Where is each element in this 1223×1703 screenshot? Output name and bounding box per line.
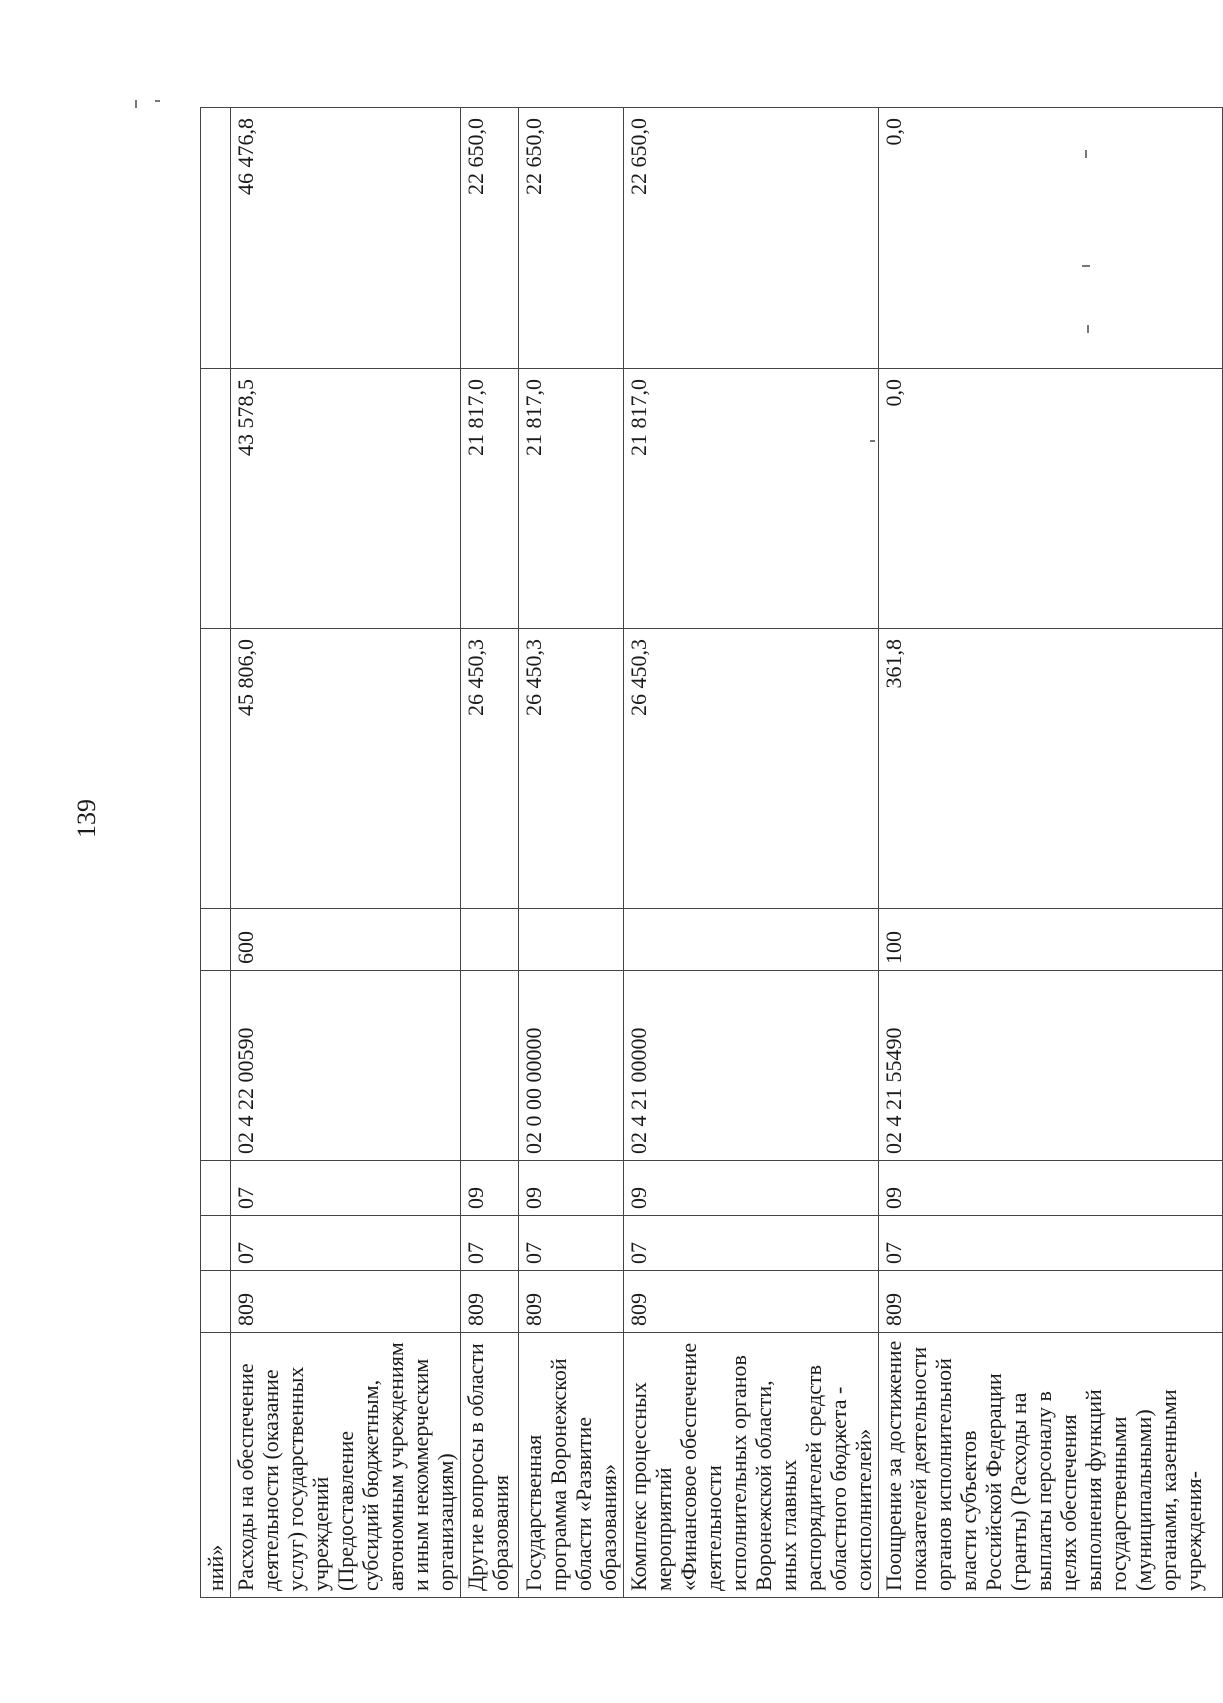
gr-code-cell: 809 <box>879 1271 1223 1333</box>
scan-artifact <box>1085 150 1087 158</box>
amount-cell-2: 21 817,0 <box>624 369 879 629</box>
section-cell: 07 <box>519 1216 624 1271</box>
amount-cell-2: 21 817,0 <box>519 369 624 629</box>
gr-code-cell: 809 <box>624 1271 879 1333</box>
scan-artifact <box>870 440 875 442</box>
expense-type-cell <box>461 909 519 971</box>
amount-cell-3 <box>201 108 231 369</box>
amount-cell-3: 22 650,0 <box>461 108 519 369</box>
amount-cell-1: 45 806,0 <box>231 629 461 909</box>
item-name-cell: Поощрение за достижение показателей деятельности органов исполнительной власти субъектов Российской Федерации (гранты) (Расходы на выплаты персоналу в целях обеспечения выполнения функций государственными (муниципальными) органами, казенными учреждения- <box>879 1333 1223 1598</box>
expense-type-cell: 100 <box>879 909 1223 971</box>
expense-type-cell <box>624 909 879 971</box>
scan-artifact <box>135 100 137 108</box>
item-name-cell: ний» <box>201 1333 231 1598</box>
scan-artifact <box>155 100 160 102</box>
amount-cell-2 <box>201 369 231 629</box>
amount-cell-1: 26 450,3 <box>519 629 624 909</box>
budget-table <box>200 107 1223 1598</box>
amount-cell-3: 22 650,0 <box>624 108 879 369</box>
table-row <box>461 108 519 1598</box>
section-cell <box>201 1216 231 1271</box>
gr-code-cell <box>201 1271 231 1333</box>
amount-cell-3: 22 650,0 <box>519 108 624 369</box>
table-row <box>519 108 624 1598</box>
amount-cell-2: 0,0 <box>879 369 1223 629</box>
target-article-cell <box>461 971 519 1161</box>
subsection-cell: 09 <box>624 1161 879 1216</box>
table-row <box>879 108 1223 1598</box>
subsection-cell: 09 <box>879 1161 1223 1216</box>
subsection-cell: 09 <box>519 1161 624 1216</box>
target-article-cell <box>201 971 231 1161</box>
item-name-cell: Расходы на обеспечение деятельности (оказание услуг) государственных учреждений (Предоставление субсидий бюджетным, автономным учреждениям и иным некоммерческим организациям) <box>231 1333 461 1598</box>
table-row <box>231 108 461 1598</box>
gr-code-cell: 809 <box>519 1271 624 1333</box>
subsection-cell <box>201 1161 231 1216</box>
expense-type-cell <box>519 909 624 971</box>
target-article-cell: 02 4 21 55490 <box>879 971 1223 1161</box>
gr-code-cell: 809 <box>231 1271 461 1333</box>
table-row <box>201 108 231 1598</box>
amount-cell-2: 21 817,0 <box>461 369 519 629</box>
amount-cell-1 <box>201 629 231 909</box>
amount-cell-1: 26 450,3 <box>461 629 519 909</box>
subsection-cell: 09 <box>461 1161 519 1216</box>
scan-artifact <box>1087 325 1089 333</box>
section-cell: 07 <box>231 1216 461 1271</box>
scan-artifact <box>1082 265 1090 267</box>
amount-cell-1: 26 450,3 <box>624 629 879 909</box>
amount-cell-2: 43 578,5 <box>231 369 461 629</box>
amount-cell-3: 46 476,8 <box>231 108 461 369</box>
item-name-cell: Государственная программа Воронежской области «Развитие образования» <box>519 1333 624 1598</box>
expense-type-cell: 600 <box>231 909 461 971</box>
amount-cell-1: 361,8 <box>879 629 1223 909</box>
section-cell: 07 <box>624 1216 879 1271</box>
table-row <box>624 108 879 1598</box>
page-number: 139 <box>72 799 101 838</box>
target-article-cell: 02 0 00 00000 <box>519 971 624 1161</box>
expense-type-cell <box>201 909 231 971</box>
target-article-cell: 02 4 21 00000 <box>624 971 879 1161</box>
target-article-cell: 02 4 22 00590 <box>231 971 461 1161</box>
section-cell: 07 <box>879 1216 1223 1271</box>
subsection-cell: 07 <box>231 1161 461 1216</box>
gr-code-cell: 809 <box>461 1271 519 1333</box>
section-cell: 07 <box>461 1216 519 1271</box>
item-name-cell: Комплекс процессных мероприятий «Финансовое обеспечение деятельности исполнительных органов Воронежской области, иных главных распорядителей средств областного бюджета - соисполнителей» <box>624 1333 879 1598</box>
amount-cell-3: 0,0 <box>879 108 1223 369</box>
item-name-cell: Другие вопросы в области образования <box>461 1333 519 1598</box>
budget-table-container <box>200 108 1206 1598</box>
